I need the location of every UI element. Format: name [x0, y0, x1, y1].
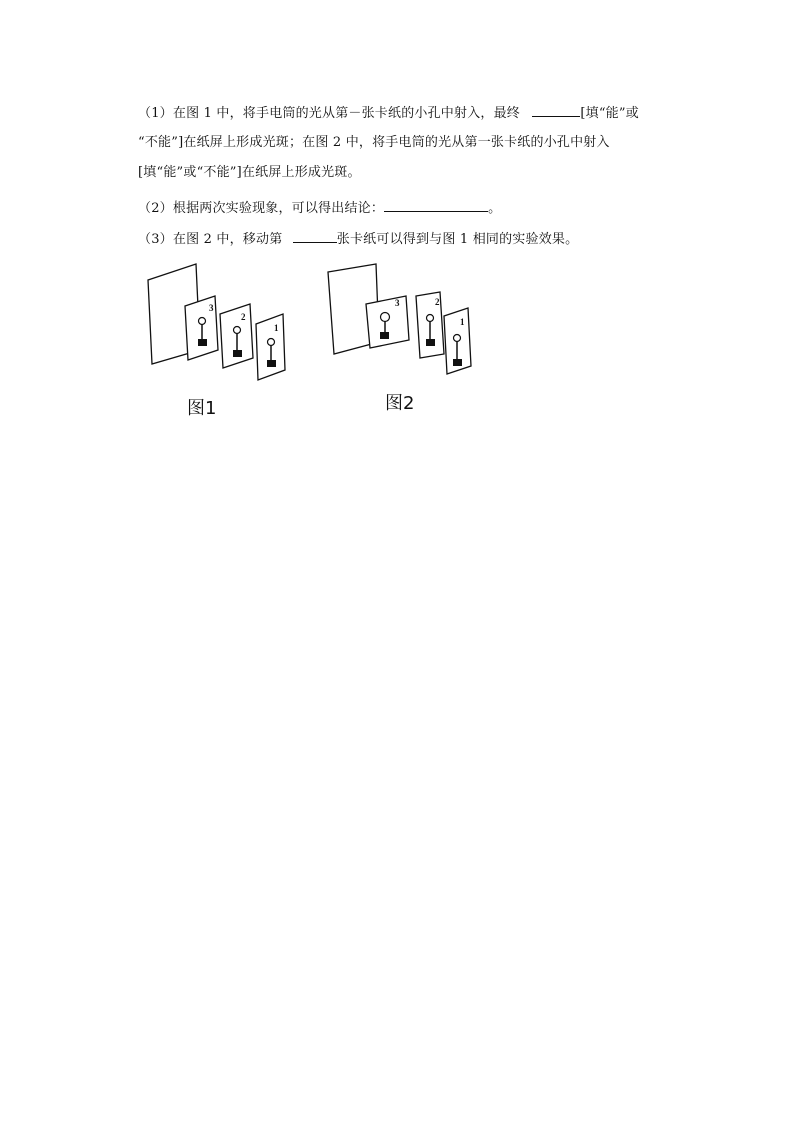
question-2-line [138, 198, 501, 218]
question-2-text-a: （2）根据两次实验现象，可以得出结论： [138, 201, 385, 216]
fig2-card-3-number: 3 [395, 298, 400, 308]
question-1-text-b: [填“能”或 [580, 106, 639, 121]
answer-blank-2[interactable] [384, 198, 488, 212]
fig2-card-3 [366, 296, 409, 348]
answer-blank-3[interactable] [293, 229, 337, 243]
question-1-line-1 [138, 103, 639, 123]
question-1-text-c: “不能”]在纸屏上形成光斑；在图 2 中，将手电筒的光从第一张卡纸的小孔中射入 [138, 135, 610, 150]
fig2-card-2 [416, 292, 444, 358]
fig1-card-1 [256, 314, 285, 380]
fig2-card-1-number: 1 [460, 317, 465, 327]
question-3-text-a: （3）在图 2 中，移动第 [138, 232, 283, 247]
answer-blank-1[interactable] [532, 103, 580, 117]
figure-1-label: 图1 [187, 398, 217, 419]
figure-1-illustration [138, 262, 298, 387]
fig1-card-2 [220, 304, 253, 368]
figure-2-label: 图2 [385, 393, 415, 414]
fig1-card-1-number: 1 [274, 323, 279, 333]
question-1-text-d: [填“能”或“不能”]在纸屏上形成光斑。 [138, 165, 361, 180]
question-2-text-b: 。 [488, 201, 502, 216]
fig1-card-3-number: 3 [209, 303, 214, 313]
question-1-line-3 [138, 164, 361, 182]
fig2-card-2-number: 2 [435, 297, 440, 307]
figure-2-illustration [322, 262, 482, 387]
question-1-text-a: （1）在图 1 中，将手电筒的光从第－张卡纸的小孔中射入，最终 [138, 106, 521, 121]
question-3-text-b: 张卡纸可以得到与图 1 相同的实验效果。 [336, 232, 579, 247]
question-3-line [138, 229, 578, 249]
fig1-card-2-number: 2 [241, 312, 246, 322]
question-1-line-2 [138, 134, 610, 152]
fig2-card-1 [444, 308, 471, 374]
